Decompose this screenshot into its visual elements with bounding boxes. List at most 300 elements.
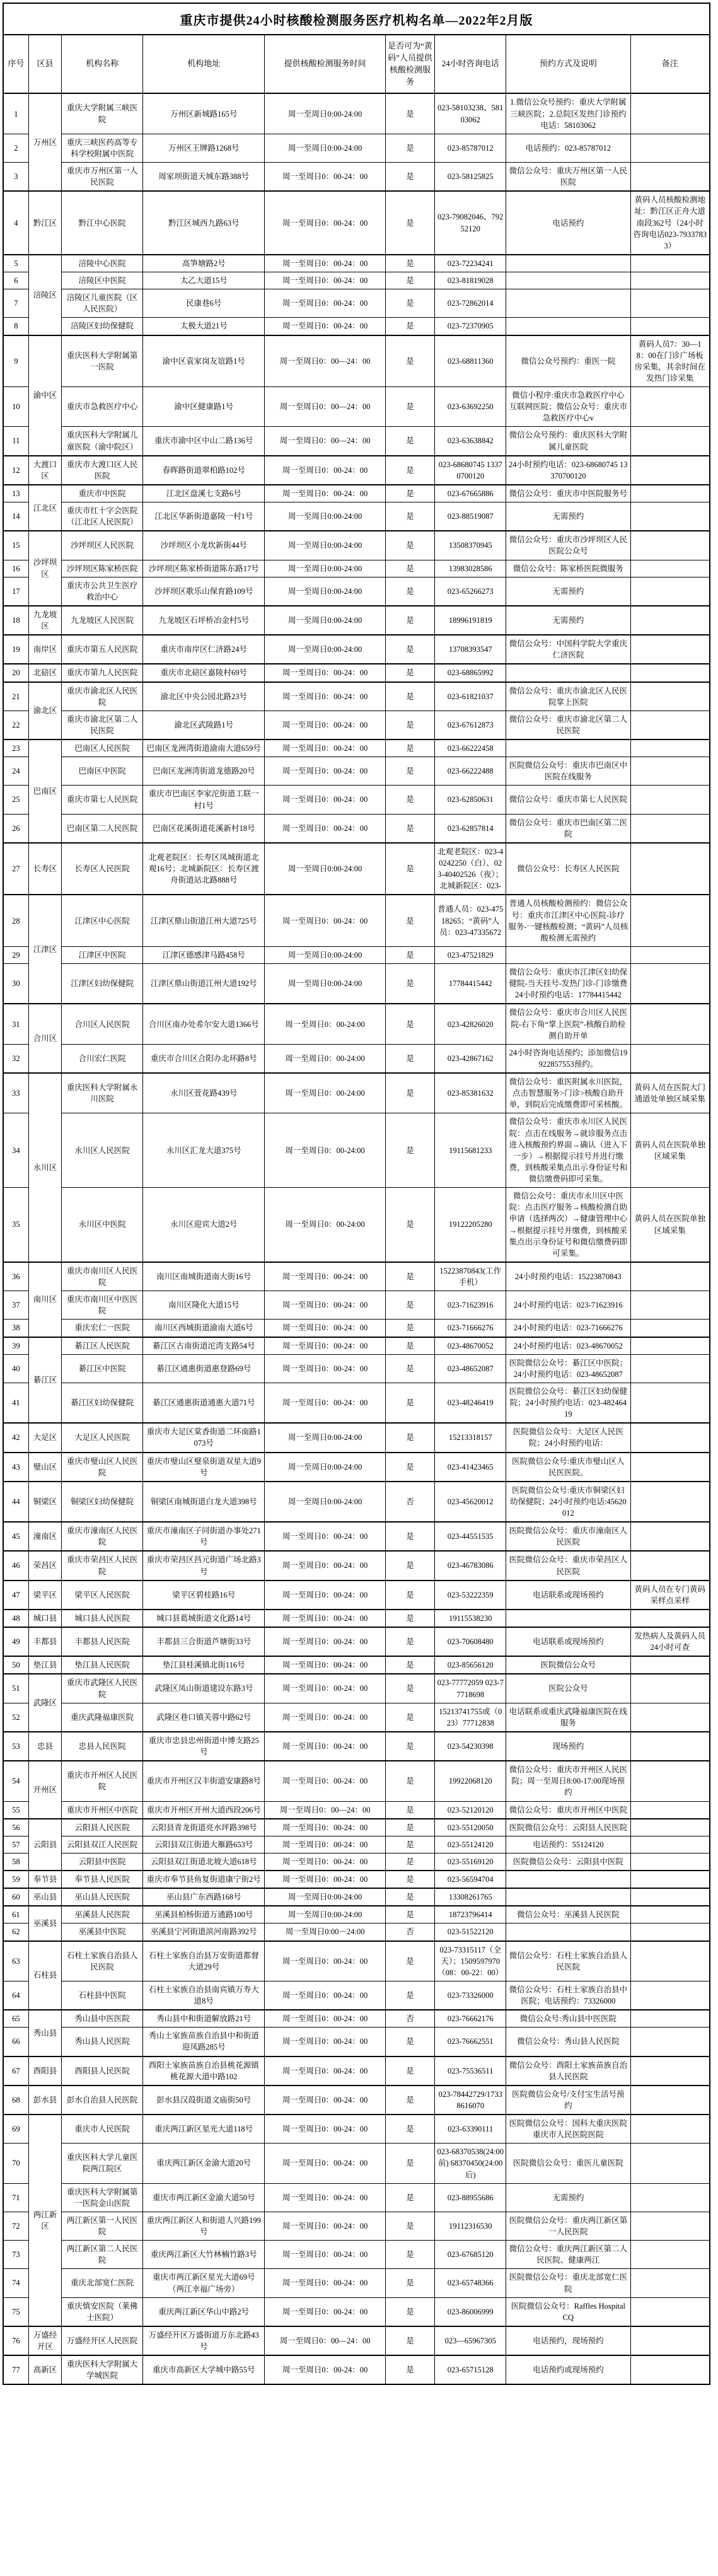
table-row bbox=[3, 1732, 710, 1761]
cell-institution-name: 奉节县人民医院 bbox=[62, 1871, 143, 1888]
cell-institution-name: 綦江区妇幼保健院 bbox=[62, 1383, 143, 1423]
cell-yellow-code-flag: 是 bbox=[385, 1801, 435, 1819]
cell-booking-method: 普通人员核酸检测预约：微信公众号：重庆市江津区中心医院-诊疗服务-一键核酸检测；“黄码”人员核酸检测无需预约 bbox=[506, 895, 630, 946]
cell-address: 太乙大道15号 bbox=[143, 272, 265, 289]
cell-institution-name: 重庆市第七人民医院 bbox=[62, 786, 143, 814]
cell-serial: 21 bbox=[3, 682, 28, 711]
cell-address: 江津区德感津马路458号 bbox=[143, 946, 265, 963]
cell-address: 垫江县桂溪镇北街116号 bbox=[143, 1656, 265, 1674]
cell-service-time: 周一至周日0：00-24：00 bbox=[265, 1732, 385, 1761]
cell-institution-name: 涪陵区中医院 bbox=[62, 272, 143, 289]
cell-yellow-code-flag: 是 bbox=[385, 1188, 435, 1262]
cell-serial: 22 bbox=[3, 711, 28, 740]
cell-service-time: 周一至周日0：00-24：00 bbox=[265, 289, 385, 318]
cell-service-time: 周一至周日0：00-24：00 bbox=[265, 191, 385, 255]
cell-yellow-code-flag: 是 bbox=[385, 2269, 435, 2297]
cell-address: 江北区华新街道嘉陵一村1号 bbox=[143, 502, 265, 531]
cell-institution-name: 綦江区人民医院 bbox=[62, 1337, 143, 1355]
cell-booking-method bbox=[506, 946, 630, 963]
cell-institution-name: 秀山县中医医院 bbox=[62, 2010, 143, 2028]
cell-remark bbox=[630, 289, 710, 318]
cell-yellow-code-flag: 是 bbox=[385, 560, 435, 577]
cell-remark bbox=[630, 272, 710, 289]
cell-booking-method: 微信公众号：长寿区人民医院 bbox=[506, 843, 630, 895]
cell-remark bbox=[630, 635, 710, 664]
cell-yellow-code-flag: 是 bbox=[385, 1453, 435, 1482]
cell-phone: 023-75536511 bbox=[435, 2057, 506, 2086]
cell-remark bbox=[630, 163, 710, 192]
cell-serial: 3 bbox=[3, 163, 28, 192]
cell-institution-name: 万盛经开区人民医院 bbox=[62, 2326, 143, 2355]
cell-phone: 023-79082046、79252120 bbox=[435, 191, 506, 255]
cell-address: 万州区王牌路1268号 bbox=[143, 134, 265, 162]
cell-service-time: 周一至周日0：00-24：00 bbox=[265, 1337, 385, 1355]
cell-yellow-code-flag: 是 bbox=[385, 2115, 435, 2144]
cell-address: 江津区鼎山街道江州大道192号 bbox=[143, 964, 265, 1004]
table-row bbox=[3, 1674, 710, 1703]
cell-phone: 023-66222488 bbox=[435, 757, 506, 786]
cell-address: 重庆市巴南区李家沱街道工联一村1号 bbox=[143, 786, 265, 814]
cell-yellow-code-flag: 是 bbox=[385, 1354, 435, 1383]
cell-remark bbox=[630, 2028, 710, 2057]
table-row bbox=[3, 289, 710, 318]
cell-address: 春晖路街道翠柏路102号 bbox=[143, 456, 265, 485]
cell-district: 万州区 bbox=[28, 93, 61, 191]
column-header-7: 预约方式及说明 bbox=[506, 35, 630, 93]
cell-booking-method: 微信公众号：石柱土家族自治县中医院；电话预约：73326000 bbox=[506, 1981, 630, 2010]
cell-booking-method: 微信公众号：重庆万州区第一人民医院 bbox=[506, 163, 630, 192]
table-row bbox=[3, 1906, 710, 1923]
cell-service-time: 周一至周日0：00-24：00 bbox=[265, 2057, 385, 2086]
cell-service-time: 周一至周日0:00-24:00 bbox=[265, 560, 385, 577]
column-header-0: 序号 bbox=[3, 35, 28, 93]
cell-district: 丰都县 bbox=[28, 1627, 61, 1656]
cell-address: 重庆市忠县忠州街道中博支路25号 bbox=[143, 1732, 265, 1761]
cell-yellow-code-flag: 是 bbox=[385, 2326, 435, 2355]
cell-yellow-code-flag: 是 bbox=[385, 1656, 435, 1674]
cell-yellow-code-flag: 是 bbox=[385, 1888, 435, 1906]
cell-service-time: 周一至周日0：00-24:00 bbox=[265, 1113, 385, 1188]
table-row bbox=[3, 272, 710, 289]
cell-phone: 19922068120 bbox=[435, 1761, 506, 1801]
cell-phone: 023-62850631 bbox=[435, 786, 506, 814]
cell-phone: 023-58125825 bbox=[435, 163, 506, 192]
cell-serial: 38 bbox=[3, 1320, 28, 1337]
cell-address: 重庆两江新区大竹林楠竹路3号 bbox=[143, 2241, 265, 2269]
cell-booking-method: 电话预约 bbox=[506, 191, 630, 255]
cell-phone: 023-88955686 bbox=[435, 2183, 506, 2212]
table-row bbox=[3, 427, 710, 456]
cell-address: 彭水县汉葭街道文庙街50号 bbox=[143, 2086, 265, 2115]
cell-institution-name: 重庆市第五人民医院 bbox=[62, 635, 143, 664]
cell-address: 沙坪坝区小龙坎新街44号 bbox=[143, 531, 265, 560]
cell-address: 重庆市大足区棠香街道二环南路1073号 bbox=[143, 1423, 265, 1452]
cell-yellow-code-flag: 是 bbox=[385, 1044, 435, 1073]
table-row bbox=[3, 711, 710, 740]
cell-serial: 57 bbox=[3, 1836, 28, 1853]
cell-yellow-code-flag: 是 bbox=[385, 1732, 435, 1761]
cell-district: 大足区 bbox=[28, 1423, 61, 1452]
cell-serial: 76 bbox=[3, 2326, 28, 2355]
cell-service-time: 周一至周日0：00-24：00 bbox=[265, 2355, 385, 2384]
cell-institution-name: 两江新区第一人民医院 bbox=[62, 2212, 143, 2240]
cell-service-time: 周一至周日0：00-24:00 bbox=[265, 1188, 385, 1262]
cell-service-time: 周一至周日0：00-24:00 bbox=[265, 1073, 385, 1113]
cell-service-time: 周一至周日0：00-24：00 bbox=[265, 1819, 385, 1836]
cell-phone: 023-61821037 bbox=[435, 682, 506, 711]
cell-address: 永川区萱花路439号 bbox=[143, 1073, 265, 1113]
cell-yellow-code-flag: 是 bbox=[385, 1819, 435, 1836]
cell-institution-name: 重庆市璧山区人民医院 bbox=[62, 1453, 143, 1482]
cell-service-time: 周一至周日0：00-24：00 bbox=[265, 1836, 385, 1853]
cell-service-time: 周一至周日0：00-24：00 bbox=[265, 2086, 385, 2115]
cell-booking-method: 微信公众号：重庆两江新区第二人民医院、健康两江 bbox=[506, 2241, 630, 2269]
column-header-2: 机构名称 bbox=[62, 35, 143, 93]
table-row bbox=[3, 1453, 710, 1482]
cell-phone: 023-85656120 bbox=[435, 1656, 506, 1674]
cell-phone: 023-41423465 bbox=[435, 1453, 506, 1482]
cell-institution-name: 铜梁区妇幼保健院 bbox=[62, 1482, 143, 1522]
table-row bbox=[3, 1188, 710, 1262]
cell-serial: 33 bbox=[3, 1073, 28, 1113]
cell-institution-name: 綦江区中医院 bbox=[62, 1354, 143, 1383]
cell-remark bbox=[630, 1941, 710, 1981]
cell-yellow-code-flag: 是 bbox=[385, 814, 435, 843]
cell-service-time: 周一至周日0：00-24：00 bbox=[265, 1522, 385, 1551]
cell-booking-method bbox=[506, 1610, 630, 1627]
cell-remark bbox=[630, 1801, 710, 1819]
cell-serial: 55 bbox=[3, 1801, 28, 1819]
cell-institution-name: 沙坪坝区陈家桥医院 bbox=[62, 560, 143, 577]
cell-booking-method: 微信小程序:重庆市急救医疗中心互联网医院；微信公众号：重庆市急救医疗中心v bbox=[506, 387, 630, 427]
cell-phone: 023-67685120 bbox=[435, 2241, 506, 2269]
cell-address: 黔江区城西九路63号 bbox=[143, 191, 265, 255]
cell-phone: 023-72862014 bbox=[435, 289, 506, 318]
cell-serial: 27 bbox=[3, 843, 28, 895]
cell-district: 南岸区 bbox=[28, 635, 61, 664]
cell-service-time: 周一至周日0：00-24:00 bbox=[265, 1044, 385, 1073]
cell-remark bbox=[630, 1871, 710, 1888]
cell-phone: 023-53222359 bbox=[435, 1581, 506, 1610]
cell-district: 梁平区 bbox=[28, 1581, 61, 1610]
column-header-4: 提供核酸检测服务时间 bbox=[265, 35, 385, 93]
cell-institution-name: 彭水自治县人民医院 bbox=[62, 2086, 143, 2115]
cell-booking-method bbox=[506, 289, 630, 318]
cell-booking-method bbox=[506, 740, 630, 757]
cell-district: 武隆区 bbox=[28, 1674, 61, 1732]
table-row bbox=[3, 1291, 710, 1320]
cell-address: 重庆两江新区金渝大道20号 bbox=[143, 2144, 265, 2183]
cell-remark bbox=[630, 2326, 710, 2355]
cell-remark bbox=[630, 1337, 710, 1355]
cell-remark bbox=[630, 1383, 710, 1423]
cell-district: 城口县 bbox=[28, 1610, 61, 1627]
cell-serial: 42 bbox=[3, 1423, 28, 1452]
cell-serial: 4 bbox=[3, 191, 28, 255]
cell-booking-method: 微信公众号：巫溪县人民医院 bbox=[506, 1906, 630, 1923]
cell-yellow-code-flag: 是 bbox=[385, 1337, 435, 1355]
cell-service-time: 周一至周日0：00-24：00 bbox=[265, 2241, 385, 2269]
table-row bbox=[3, 740, 710, 757]
table-row bbox=[3, 2297, 710, 2326]
cell-remark bbox=[630, 2086, 710, 2115]
cell-phone: 023-56594704 bbox=[435, 1871, 506, 1888]
cell-serial: 18 bbox=[3, 606, 28, 635]
cell-district: 忠县 bbox=[28, 1732, 61, 1761]
cell-institution-name: 江津区妇幼保健院 bbox=[62, 964, 143, 1004]
cell-district: 石柱县 bbox=[28, 1941, 61, 2010]
cell-service-time: 周一至周日0:00-24:00 bbox=[265, 635, 385, 664]
cell-yellow-code-flag: 否 bbox=[385, 1482, 435, 1522]
table-row bbox=[3, 1627, 710, 1656]
cell-address: 北观老院区：长寿区凤城街道北观16号；北城新院区：长寿区渡舟街道站北路888号 bbox=[143, 843, 265, 895]
cell-institution-name: 长寿区人民医院 bbox=[62, 843, 143, 895]
cell-institution-name: 重庆宏仁一医院 bbox=[62, 1320, 143, 1337]
cell-phone: 023-45620012 bbox=[435, 1482, 506, 1522]
cell-remark bbox=[630, 606, 710, 635]
cell-serial: 26 bbox=[3, 814, 28, 843]
cell-service-time: 周一至周日0：00—24：00 bbox=[265, 427, 385, 456]
table-row bbox=[3, 577, 710, 606]
cell-yellow-code-flag: 否 bbox=[385, 1923, 435, 1941]
cell-district: 大渡口区 bbox=[28, 456, 61, 485]
cell-service-time: 周一至周日0：00-24：00 bbox=[265, 1703, 385, 1732]
cell-yellow-code-flag: 是 bbox=[385, 1522, 435, 1551]
cell-remark bbox=[630, 485, 710, 502]
cell-yellow-code-flag: 是 bbox=[385, 1320, 435, 1337]
cell-district: 奉节县 bbox=[28, 1871, 61, 1888]
cell-district: 秀山县 bbox=[28, 2010, 61, 2056]
cell-address: 江津区鼎山街道江州大道725号 bbox=[143, 895, 265, 946]
cell-address: 合川区南办处希尔安大道1366号 bbox=[143, 1004, 265, 1044]
cell-phone: 023-67665886 bbox=[435, 485, 506, 502]
cell-address: 铜梁区南城街道白龙大道398号 bbox=[143, 1482, 265, 1522]
cell-phone: 023-65748366 bbox=[435, 2269, 506, 2297]
cell-service-time: 周一至周日0:00－24:00 bbox=[265, 1923, 385, 1941]
cell-institution-name: 涪陵中心医院 bbox=[62, 255, 143, 272]
table-row bbox=[3, 1354, 710, 1383]
cell-address: 石柱土家族自治县南宾镇万寿大道8号 bbox=[143, 1981, 265, 2010]
cell-service-time: 周一至周日0：00—24：00 bbox=[265, 1801, 385, 1819]
table-row bbox=[3, 1337, 710, 1355]
table-row bbox=[3, 1836, 710, 1853]
page-title: 重庆市提供24小时核酸检测服务医疗机构名单—2022年2月版 bbox=[3, 3, 710, 34]
cell-remark bbox=[630, 531, 710, 560]
cell-service-time: 周一至周日0：00-24：00 bbox=[265, 2010, 385, 2028]
table-row bbox=[3, 2326, 710, 2355]
cell-phone: 023-77772059 023-77718698 bbox=[435, 1674, 506, 1703]
cell-service-time: 周一至周日0:00-24:00 bbox=[265, 1453, 385, 1482]
cell-booking-method: 无需预约 bbox=[506, 577, 630, 606]
cell-yellow-code-flag: 是 bbox=[385, 786, 435, 814]
cell-institution-name: 重庆医科大学儿童医院两江院区 bbox=[62, 2144, 143, 2183]
cell-booking-method: 微信公众号：重庆市沙坪坝区人民医院公众号 bbox=[506, 531, 630, 560]
cell-address: 沙坪坝区陈家桥街道陈东路17号 bbox=[143, 560, 265, 577]
cell-booking-method: 24小时预约电话：023-48670052 bbox=[506, 1337, 630, 1355]
cell-phone: 13983028586 bbox=[435, 560, 506, 577]
cell-remark bbox=[630, 2010, 710, 2028]
cell-service-time: 周一至周日0：00-24：00 bbox=[265, 2297, 385, 2326]
table-row bbox=[3, 2183, 710, 2212]
cell-serial: 5 bbox=[3, 255, 28, 272]
cell-remark bbox=[630, 2269, 710, 2297]
cell-phone: 19112316530 bbox=[435, 2212, 506, 2240]
cell-address: 城口县葛城街道文化路14号 bbox=[143, 1610, 265, 1627]
cell-service-time: 周一至周日0：00-24：00 bbox=[265, 2115, 385, 2144]
document-sheet bbox=[3, 0, 715, 2385]
cell-remark bbox=[630, 2115, 710, 2144]
cell-remark bbox=[630, 757, 710, 786]
cell-phone: 023-70608480 bbox=[435, 1627, 506, 1656]
cell-service-time: 周一至周日0:00-24:00 bbox=[265, 93, 385, 134]
cell-address: 高笋塘路2号 bbox=[143, 255, 265, 272]
cell-address: 渝北区中央公园北路23号 bbox=[143, 682, 265, 711]
cell-booking-method: 医院微信公众号：重庆市潼南区人民医院 bbox=[506, 1522, 630, 1551]
table-row bbox=[3, 895, 710, 946]
cell-remark bbox=[630, 1551, 710, 1580]
table-row bbox=[3, 1383, 710, 1423]
cell-booking-method: 医院微信公众号：云阳县中医院 bbox=[506, 1853, 630, 1871]
cell-service-time: 周一至周日0：00-24：00 bbox=[265, 456, 385, 485]
cell-yellow-code-flag: 是 bbox=[385, 1551, 435, 1580]
cell-serial: 34 bbox=[3, 1113, 28, 1188]
cell-service-time: 周一至周日0：00-24：00 bbox=[265, 895, 385, 946]
cell-address: 秀山县中和街道解放路21号 bbox=[143, 2010, 265, 2028]
cell-booking-method: 医院微信公众号：重庆市巴南区中医院在线服务 bbox=[506, 757, 630, 786]
cell-serial: 67 bbox=[3, 2057, 28, 2086]
cell-service-time: 周一至周日0：00-24：00 bbox=[265, 255, 385, 272]
cell-district: 江北区 bbox=[28, 485, 61, 531]
cell-serial: 9 bbox=[3, 335, 28, 387]
cell-remark bbox=[630, 1482, 710, 1522]
cell-institution-name: 重庆市渝北区人民医院 bbox=[62, 682, 143, 711]
cell-serial: 69 bbox=[3, 2115, 28, 2144]
cell-serial: 13 bbox=[3, 485, 28, 502]
cell-yellow-code-flag: 是 bbox=[385, 134, 435, 162]
cell-address: 沙坪坝区歌乐山保育路109号 bbox=[143, 577, 265, 606]
cell-booking-method: 微信公众号：重庆市合川区人民医院-右下角“掌上医院”-核酸自助检测自助开单 bbox=[506, 1004, 630, 1044]
cell-institution-name: 永川区人民医院 bbox=[62, 1113, 143, 1188]
cell-serial: 11 bbox=[3, 427, 28, 456]
cell-address: 重庆市开州区开州大道西段206号 bbox=[143, 1801, 265, 1819]
cell-serial: 52 bbox=[3, 1703, 28, 1732]
cell-institution-name: 重庆市荣昌区人民医院 bbox=[62, 1551, 143, 1580]
cell-district: 巫溪县 bbox=[28, 1906, 61, 1941]
cell-institution-name: 重庆医科大学附属第一医院金山医院 bbox=[62, 2183, 143, 2212]
cell-address: 渝中区袁家岗友谊路1号 bbox=[143, 335, 265, 387]
cell-remark bbox=[630, 255, 710, 272]
table-row bbox=[3, 664, 710, 682]
cell-serial: 60 bbox=[3, 1888, 28, 1906]
cell-service-time: 周一至周日0：00-24：00 bbox=[265, 1941, 385, 1981]
cell-address: 重庆市合川区合阳办北环路8号 bbox=[143, 1044, 265, 1073]
cell-address: 丰都县三合街道芦塘街33号 bbox=[143, 1627, 265, 1656]
cell-remark bbox=[630, 2355, 710, 2384]
cell-serial: 49 bbox=[3, 1627, 28, 1656]
cell-institution-name: 重庆医科大学附属儿童医院（渝中院区） bbox=[62, 427, 143, 456]
table-row bbox=[3, 1482, 710, 1522]
cell-serial: 62 bbox=[3, 1923, 28, 1941]
table-row bbox=[3, 843, 710, 895]
cell-booking-method: 无需预约 bbox=[506, 2183, 630, 2212]
cell-serial: 41 bbox=[3, 1383, 28, 1423]
cell-phone: 023-46783086 bbox=[435, 1551, 506, 1580]
cell-address: 武隆区凤山街道建设东路3号 bbox=[143, 1674, 265, 1703]
cell-service-time: 周一至周日0:00-24:00 bbox=[265, 531, 385, 560]
cell-booking-method: 医院微信公众号：Raffles Hospital CQ bbox=[506, 2297, 630, 2326]
table-row bbox=[3, 531, 710, 560]
cell-phone: 023-78442729/17338616070 bbox=[435, 2086, 506, 2115]
table-row bbox=[3, 1761, 710, 1801]
cell-phone: 18996191819 bbox=[435, 606, 506, 635]
cell-service-time: 周一至周日0：00-24：00 bbox=[265, 1291, 385, 1320]
cell-booking-method bbox=[506, 1871, 630, 1888]
cell-yellow-code-flag: 是 bbox=[385, 682, 435, 711]
cell-service-time: 周一至周日0:00-24:00 bbox=[265, 946, 385, 963]
cell-institution-name: 丰都县人民医院 bbox=[62, 1627, 143, 1656]
cell-phone: 023-71623916 bbox=[435, 1291, 506, 1320]
cell-booking-method: 医院微信公众号：大足区人民医院；24小时预约电话： bbox=[506, 1423, 630, 1452]
cell-address: 巴南区龙洲湾街道渝南大道659号 bbox=[143, 740, 265, 757]
column-header-3: 机构地址 bbox=[143, 35, 265, 93]
cell-institution-name: 沙坪坝区人民医院 bbox=[62, 531, 143, 560]
cell-service-time: 周一至周日0：00-24：00 bbox=[265, 814, 385, 843]
cell-yellow-code-flag: 是 bbox=[385, 1853, 435, 1871]
cell-yellow-code-flag: 是 bbox=[385, 289, 435, 318]
cell-remark bbox=[630, 740, 710, 757]
cell-booking-method: 医院微信公众号：重医儿童医院 bbox=[506, 2144, 630, 2183]
cell-district: 巴南区 bbox=[28, 740, 61, 843]
column-header-5: 是否可为“黄码”人员提供核酸检测服务 bbox=[385, 35, 435, 93]
cell-serial: 53 bbox=[3, 1732, 28, 1761]
cell-district: 巫山县 bbox=[28, 1888, 61, 1906]
cell-phone: 023-67612873 bbox=[435, 711, 506, 740]
cell-phone: 023-72370905 bbox=[435, 318, 506, 335]
cell-yellow-code-flag: 是 bbox=[385, 1383, 435, 1423]
cell-remark bbox=[630, 1423, 710, 1452]
cell-address: 重庆市两江新区星光大道69号（两江幸福广场旁） bbox=[143, 2269, 265, 2297]
cell-service-time: 周一至周日0：00-24：00 bbox=[265, 1581, 385, 1610]
cell-phone: 023-65715128 bbox=[435, 2355, 506, 2384]
cell-serial: 64 bbox=[3, 1981, 28, 2010]
cell-phone: 023-63638842 bbox=[435, 427, 506, 456]
cell-remark bbox=[630, 1674, 710, 1703]
cell-yellow-code-flag: 否 bbox=[385, 2010, 435, 2028]
cell-district: 潼南区 bbox=[28, 1522, 61, 1551]
cell-phone: 023-68865992 bbox=[435, 664, 506, 682]
cell-phone: 023-88519087 bbox=[435, 502, 506, 531]
cell-district: 酉阳县 bbox=[28, 2057, 61, 2086]
cell-booking-method: 微信公众号：重庆市渝北区人民医院掌上医院 bbox=[506, 682, 630, 711]
cell-serial: 37 bbox=[3, 1291, 28, 1320]
cell-yellow-code-flag: 是 bbox=[385, 1674, 435, 1703]
cell-district: 九龙坡区 bbox=[28, 606, 61, 635]
table-row bbox=[3, 1923, 710, 1941]
cell-address: 重庆市两江新区金渝大道50号 bbox=[143, 2183, 265, 2212]
cell-remark bbox=[630, 577, 710, 606]
table-row bbox=[3, 318, 710, 335]
cell-institution-name: 巫山县人民医院 bbox=[62, 1888, 143, 1906]
table-row bbox=[3, 1819, 710, 1836]
cell-service-time: 周一至周日0：00-24：00 bbox=[265, 757, 385, 786]
cell-remark bbox=[630, 1888, 710, 1906]
table-row bbox=[3, 682, 710, 711]
cell-institution-name: 两江新区第二人民医院 bbox=[62, 2241, 143, 2269]
cell-remark bbox=[630, 427, 710, 456]
cell-serial: 58 bbox=[3, 1853, 28, 1871]
cell-phone: 023-48246419 bbox=[435, 1383, 506, 1423]
cell-booking-method: 微信公众号：陈家桥医院微服务 bbox=[506, 560, 630, 577]
